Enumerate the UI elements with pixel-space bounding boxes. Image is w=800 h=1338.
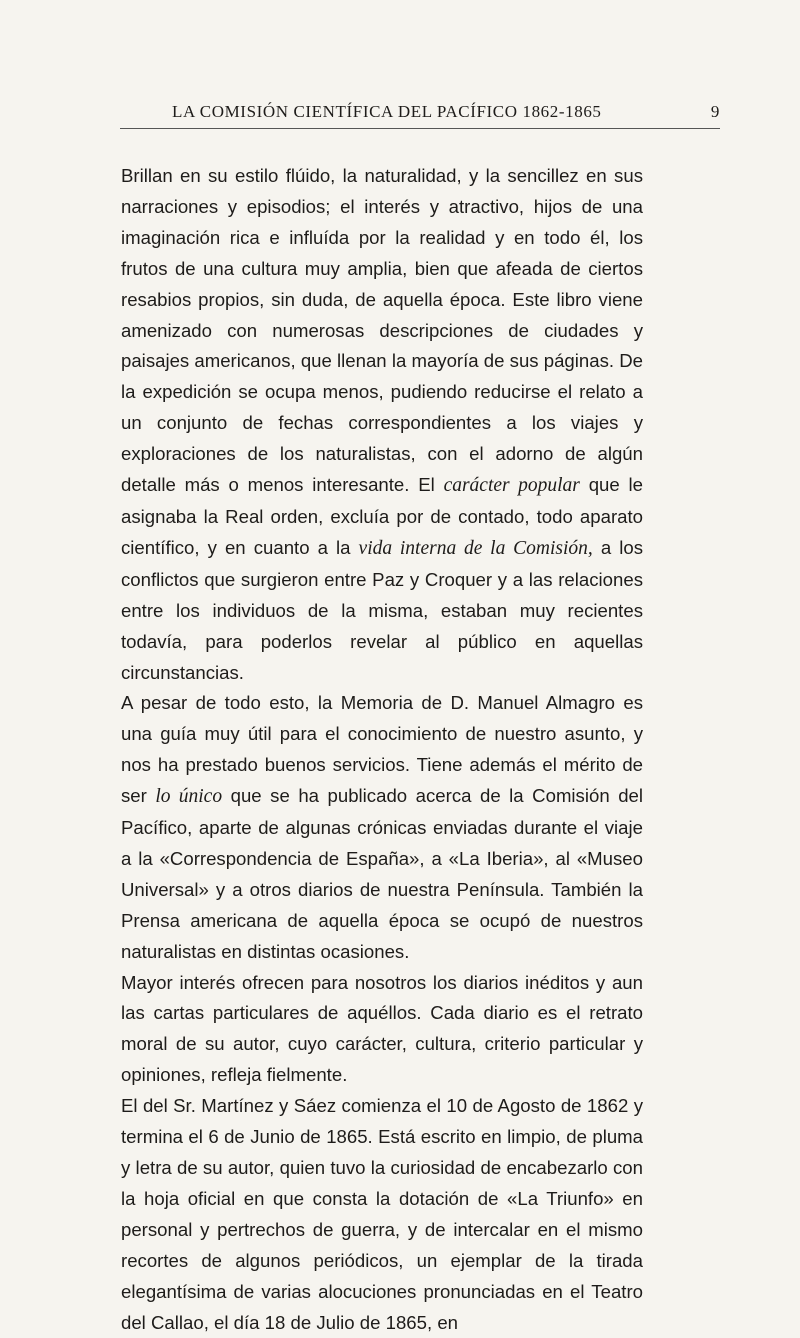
paragraph [121, 968, 643, 1092]
text-run: Mayor interés ofrecen para nosotros los diarios inéditos y aun las cartas particulares de aquéllos. Cada diario es el retrato moral de su autor, cuyo carácter, cultura, criterio particular y opiniones, refleja fielmente. [121, 971, 643, 1086]
paragraph [121, 1091, 643, 1338]
italic-text: carácter popular [443, 475, 580, 497]
running-title-text: LA COMISIÓN CIENTÍFICA DEL PACÍFICO [172, 102, 518, 121]
italic-text: lo único [155, 786, 223, 808]
body-text [121, 161, 643, 1338]
text-run: Brillan en su estilo flúido, la naturalidad, y la sencillez en sus narraciones y episodios; el interés y atractivo, hijos de una imaginación rica e influída por la realidad y en todo él, los frutos de una cultura muy amplia, bien que afeada de ciertos resabios propios, sin duda, de aquella época. Este libro viene amenizado con numerosas descripciones de ciudades y paisajes americanos, que llenan la mayoría de sus páginas. De la expedición se ocupa menos, pudiendo reducirse el relato a un conjunto de fechas correspondientes a los viajes y exploraciones de los naturalistas, con el adorno de algún detalle más o menos interesante. El [121, 165, 643, 496]
header-rule [120, 128, 720, 129]
text-run: El del Sr. Martínez y Sáez comienza el 10 de Agosto de 1862 y termina el 6 de Junio de 1865. Está escrito en limpio, de pluma y letra de su autor, quien tuvo la curiosidad de encabezarlo con la hoja oficial en que consta la dotación de «La Triunfo» en personal y pertrechos de guerra, y de intercalar en el mismo recortes de algunos periódicos, un ejemplar de la tirada elegantísima de varias alocuciones pronunciadas en el Teatro del Callao, el día 18 de Julio de 1865, en [121, 1095, 643, 1333]
running-title-years: 1862-1865 [522, 102, 602, 121]
italic-text: vida interna de la Comisión, [358, 537, 593, 559]
text-run: que se ha publicado acerca de la Comisión del Pacífico, aparte de algunas crónicas enviadas durante el viaje a la «Correspondencia de España», a «La Iberia», al «Museo Universal» y a otros diarios de nuestra Península. También la Prensa americana de aquella época se ocupó de nuestros naturalistas en distintas ocasiones. [121, 785, 644, 962]
running-header [120, 100, 720, 130]
text-run: que le asignaba la Real orden, excluía por de contado, todo aparato científico, y en cuanto a la [121, 474, 643, 558]
text-run: a los conflictos que surgieron entre Paz y Croquer y a las relaciones entre los individuos de la misma, estaban muy recientes todavía, para poderlos revelar al público en aquellas circunstancias. [121, 536, 643, 683]
text-run: A pesar de todo esto, la Memoria de D. Manuel Almagro es una guía muy útil para el conocimiento de nuestro asunto, y nos ha prestado buenos servicios. Tiene además el mérito de ser [121, 692, 643, 807]
page-number: 9 [710, 102, 720, 121]
paragraph [121, 161, 643, 688]
running-title [172, 102, 602, 122]
paragraph [121, 688, 643, 967]
